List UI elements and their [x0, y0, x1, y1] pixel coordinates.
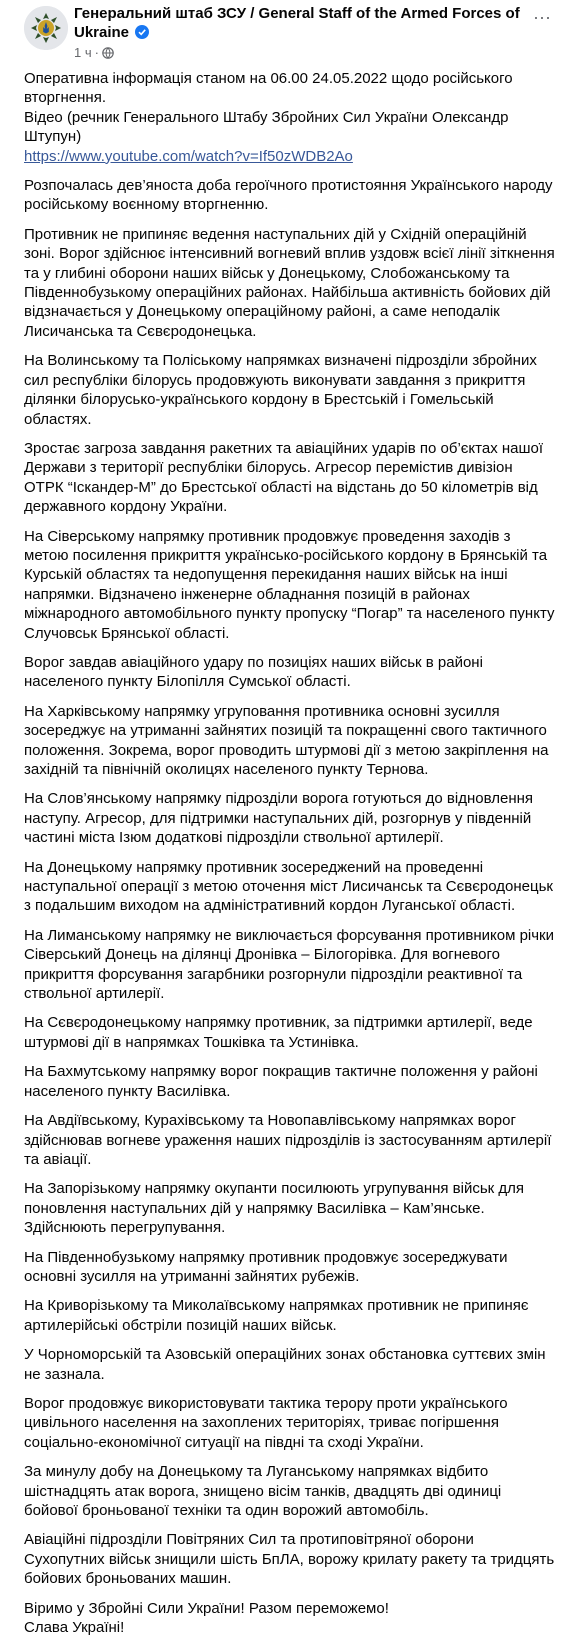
author-name[interactable]: Генеральний штаб ЗСУ / General Staff of the Armed Forces of Ukraine	[74, 5, 520, 41]
paragraph-text: На Бахмутському напрямку ворог покращив тактичне положення у районі населеного пункту Василівка.	[24, 1063, 538, 1100]
post-paragraph	[24, 1013, 556, 1052]
post-paragraph	[24, 1062, 556, 1101]
more-options-icon: ···	[533, 7, 551, 27]
post-paragraph	[24, 439, 556, 517]
paragraph-text: На Лиманському напрямку не виключається форсування противником річки Сіверський Донець на ділянці Дронівка – Білогорівка. Для вогневого прикриття форсування загарбники розгорнули підрозділи реактивної та ствольної артилерії.	[24, 926, 554, 1003]
post-paragraph	[24, 176, 556, 215]
post-paragraph	[24, 351, 556, 429]
globe-icon[interactable]	[102, 47, 114, 63]
paragraph-text: На Авдіївському, Курахівському та Новопавлівському напрямках ворог здійснював вогневе ураження наших підрозділів із застосуванням артилерії та авіації.	[24, 1112, 552, 1168]
post-paragraph	[24, 527, 556, 643]
page-avatar[interactable]	[24, 6, 68, 50]
post-author[interactable]	[74, 4, 544, 42]
paragraph-text: Авіаційні підрозділи Повітряних Сил та протиповітряної оборони Сухопутних військ знищили шість БпЛА, ворожу крилату ракету та тридцять бойових броньованих машин.	[24, 1531, 555, 1588]
post-paragraph	[24, 1599, 556, 1637]
post-paragraph	[24, 1394, 556, 1452]
paragraph-text: Зростає загроза завдання ракетних та авіаційних ударів по об’єктах нашої Держави з території республіки білорусь. Агресор перемістив дивізіон ОТРК “Іскандер-М” до Брестської області на відстань до 50 кілометрів від державного кордону України.	[24, 439, 544, 516]
post-paragraph	[24, 702, 556, 780]
post-paragraph	[24, 653, 556, 692]
armed-forces-emblem-icon	[24, 6, 68, 50]
paragraph-text: На Південнобузькому напрямку противник продовжує зосереджувати основні зусилля на утриманні зайнятих рубежів.	[24, 1248, 508, 1285]
post-paragraph	[24, 225, 556, 341]
paragraph-text: На Волинському та Поліському напрямках визначені підрозділи збройних сил республіки білорусь продовжують виконувати завдання з прикриття ділянки білорусько-українського кордону в Брестській і Гомельській областях.	[24, 352, 537, 428]
post-paragraph	[24, 926, 556, 1004]
post-paragraph	[24, 1530, 556, 1588]
paragraph-text: Ворог продовжує використовувати тактика терору проти українського цивільного населення на захоплених територіях, триває погіршення соціально-економічної ситуації на півдні та сході України.	[24, 1394, 508, 1451]
post-paragraph	[24, 69, 556, 166]
paragraph-text: Слава Україні!	[24, 1619, 125, 1637]
paragraph-text: За минулу добу на Донецькому та Луганському напрямках відбито шістнадцять атак ворога, знищено вісім танків, двадцять дві одиниці бойової броньованої техніки та один ворожий автомобіль.	[24, 1463, 502, 1519]
verified-badge-icon	[135, 25, 149, 39]
post-header	[12, 0, 568, 62]
post-paragraph	[24, 1345, 556, 1384]
post-paragraph	[24, 789, 556, 847]
paragraph-text: На Сіверському напрямку противник продовжує проведення заходів з метою посилення прикриття українсько-російського кордону в Брянській та Курській областях та недопущення перекидання наших військ на інші напрямки. Відзначено інженерне обладнання позицій в районах міжнародного автомобільного пункту пропуску “Погар” та населеного пункту Случовськ Брянської області.	[24, 527, 555, 642]
paragraph-text: У Чорноморській та Азовській операційних зонах обстановка суттєвих змін не зазнала.	[24, 1346, 546, 1383]
paragraph-text: На Донецькому напрямку противник зосереджений на проведенні наступальної операції з метою оточення міст Лисичанськ та Сєвєродонецьк з подальшим виходом на адміністративний кордон Луганської області.	[24, 858, 553, 915]
video-link[interactable]: https://www.youtube.com/watch?v=If50zWDB2Ao	[24, 147, 353, 165]
post-paragraph	[24, 1462, 556, 1520]
post-paragraph	[24, 1179, 556, 1237]
paragraph-text: Віримо у Збройні Сили України! Разом переможемо!	[24, 1599, 389, 1617]
post-paragraph	[24, 1296, 556, 1335]
post-meta	[74, 45, 114, 63]
paragraph-text: На Слов’янському напрямку підрозділи ворога готуються до відновлення наступу. Агресор, для підтримки наступальних дій, розгорнув у південній частині міста Ізюм додаткові підрозділи ствольної артилерії.	[24, 790, 534, 847]
post-paragraph	[24, 858, 556, 916]
paragraph-text: На Харківському напрямку угруповання противника основні зусилля зосереджує на утриманні зайнятих позицій та покращенні свого тактичного положення. Зокрема, ворог проводить штурмові дії з метою закріплення на західній та північній околицях населеного пункту Тернова.	[24, 702, 549, 778]
more-options-button[interactable]	[530, 7, 554, 34]
post-body	[12, 62, 568, 1637]
separator-dot: ·	[94, 45, 99, 60]
post-paragraph	[24, 1111, 556, 1169]
paragraph-text: На Запорізькому напрямку окупанти посилюють угрупування військ для поновлення наступальних дій у напрямку Василівка – Кам’янське. Здійснюють перегрупування.	[24, 1180, 525, 1237]
paragraph-text: На Криворізькому та Миколаївському напрямках противник не припиняє артилерійські обстріли позицій наших військ.	[24, 1297, 529, 1334]
post-timestamp[interactable]: 1 ч	[74, 45, 92, 60]
post-paragraph	[24, 1248, 556, 1287]
paragraph-text: Відео (речник Генерального Штабу Збройних Сил України Олександр Штупун)	[24, 108, 509, 146]
paragraph-text: На Сєвєродонецькому напрямку противник, за підтримки артилерії, веде штурмові дії в напрямках Тошківка та Устинівка.	[24, 1014, 533, 1051]
paragraph-text: Ворог завдав авіаційного удару по позиціях наших військ в районі населеного пункту Білопілля Сумської області.	[24, 653, 483, 691]
paragraph-text: Противник не припиняє ведення наступальних дій у Східній операційній зоні. Ворог здійснює інтенсивний вогневий вплив уздовж всієї лінії зіткнення та у глибині оборони наших військ у Донецькому, Слобожанському та Південнобузькому операційних районах. Найбільша активність бойових дій відзначається у Донецькому операційному районі, а саме неподалік Лисичанська та Сєвєродонецька.	[24, 225, 555, 340]
paragraph-text: Оперативна інформація станом на 06.00 24.05.2022 щодо російського вторгнення.	[24, 70, 513, 107]
paragraph-text: Розпочалась дев’яноста доба героїчного протистояння Українського народу російському воєнному вторгненню.	[24, 177, 553, 214]
